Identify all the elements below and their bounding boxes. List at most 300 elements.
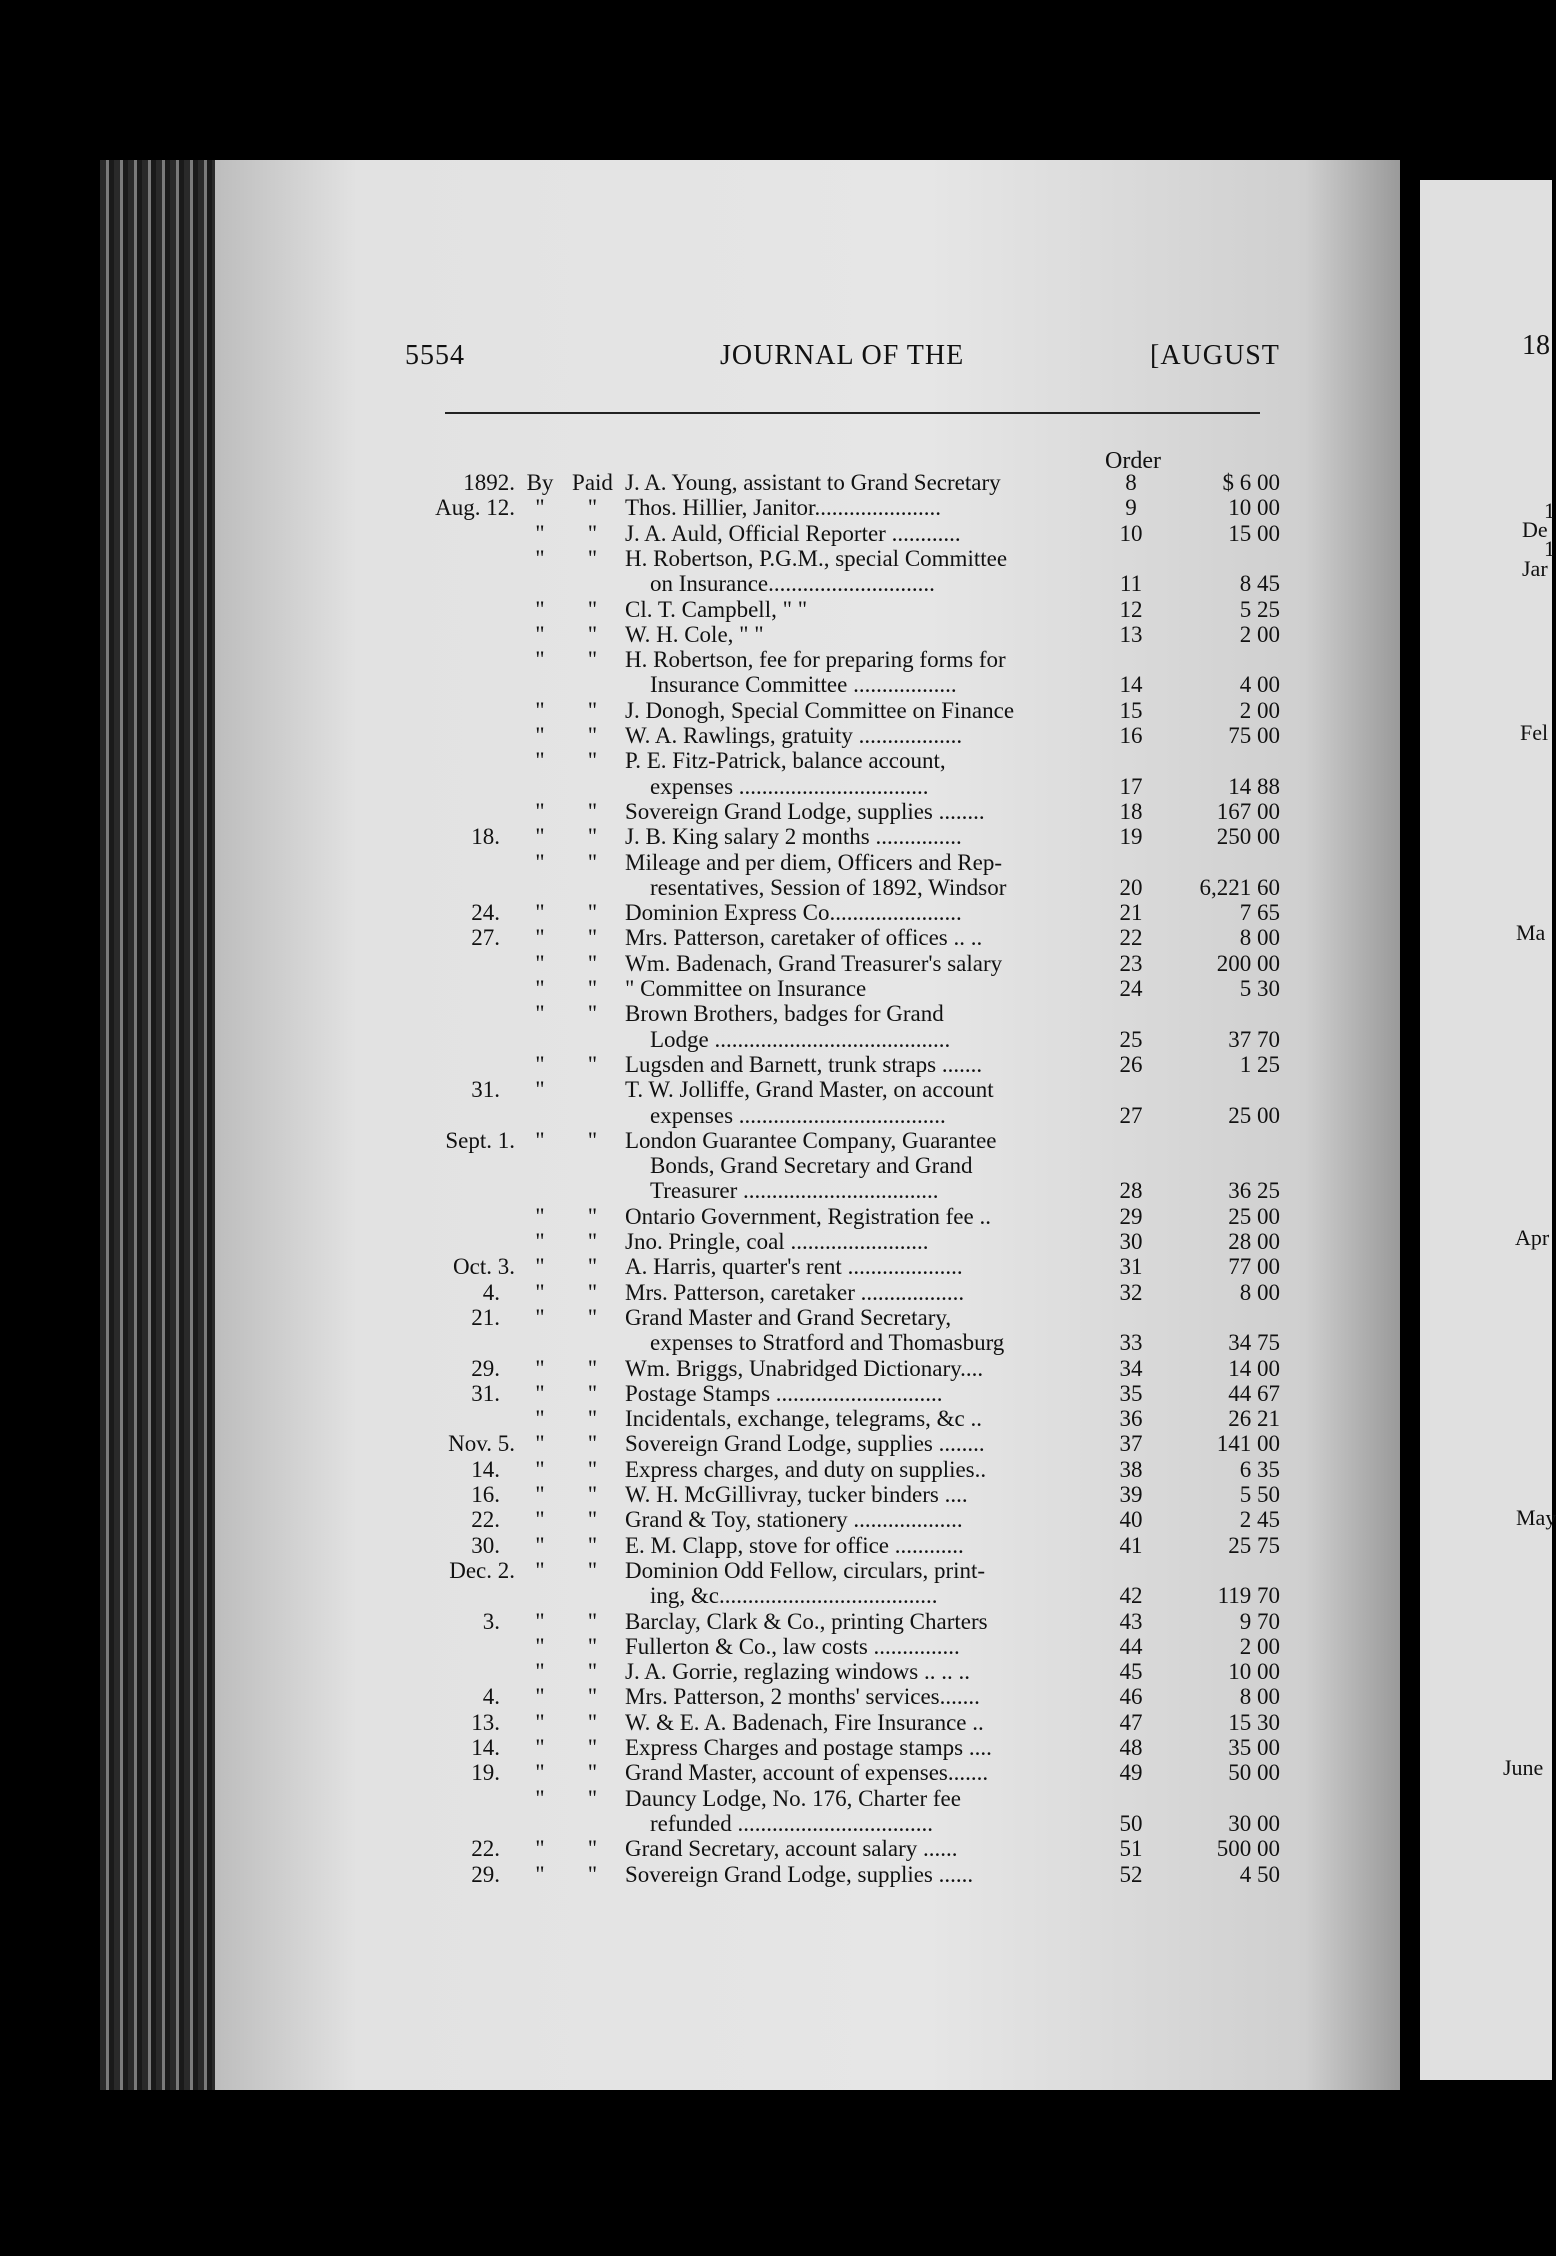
ledger-row <box>0 900 1400 925</box>
ledger-by: " <box>535 976 545 1001</box>
ledger-order-number: 30 <box>1119 1229 1143 1254</box>
page-number: 5554 <box>405 340 465 371</box>
ledger-row <box>0 976 1400 1001</box>
ledger-by: " <box>535 1659 545 1685</box>
ledger-description: Grand & Toy, stationery ................... <box>625 1507 963 1533</box>
ledger-by: " <box>535 1836 545 1862</box>
ledger-paid: " <box>587 925 598 951</box>
ledger-order-number: 40 <box>1119 1507 1143 1533</box>
ledger-description: Brown Brothers, badges for Grand <box>625 1001 944 1027</box>
ledger-description: expenses to Stratford and Thomasburg <box>650 1330 1005 1356</box>
ledger-row <box>0 1684 1400 1709</box>
ledger-description: Postage Stamps ............................. <box>625 1380 943 1406</box>
ledger-description: London Guarantee Company, Guarantee <box>625 1127 997 1153</box>
ledger-day: 3. <box>482 1608 500 1634</box>
facing-page-fragment: Apr <box>1515 1225 1550 1250</box>
ledger-order-number: 31 <box>1119 1254 1143 1280</box>
ledger-by: " <box>535 849 545 875</box>
ledger-date: Aug. 12. <box>435 495 515 521</box>
ledger-row <box>0 1507 1400 1532</box>
ledger-amount: 36 25 <box>1228 1178 1280 1204</box>
ledger-row <box>0 1153 1400 1178</box>
ledger-row <box>0 1811 1400 1836</box>
ledger-row <box>0 1609 1400 1634</box>
ledger-by: " <box>535 596 545 622</box>
ledger-order-number: 41 <box>1119 1532 1143 1558</box>
ledger-order-number: 20 <box>1119 874 1143 900</box>
ledger-paid: Paid <box>572 470 613 495</box>
ledger-paid: " <box>587 1254 598 1280</box>
ledger-order-number: 15 <box>1119 697 1143 723</box>
ledger-order-number: 34 <box>1119 1355 1143 1381</box>
ledger-row <box>0 571 1400 596</box>
ledger-by: " <box>535 1406 545 1432</box>
ledger-description: Express Charges and postage stamps .... <box>625 1735 992 1760</box>
ledger-description: Mrs. Patterson, 2 months' services....... <box>625 1684 980 1710</box>
ledger-description: Sovereign Grand Lodge, supplies ...... <box>625 1861 974 1887</box>
ledger-row <box>0 824 1400 849</box>
ledger-by: " <box>535 1760 545 1786</box>
ledger-by: " <box>535 1735 545 1760</box>
ledger-description: J. A. Young, assistant to Grand Secretary <box>625 470 1001 495</box>
ledger-amount: 500 00 <box>1216 1836 1280 1862</box>
ledger-row <box>0 748 1400 773</box>
ledger-order-number: 48 <box>1119 1735 1143 1760</box>
ledger-paid: " <box>587 1861 598 1887</box>
ledger-order-number: 47 <box>1119 1709 1143 1735</box>
ledger-amount: 25 00 <box>1228 1102 1280 1128</box>
ledger-description: Ontario Government, Registration fee .. <box>625 1203 991 1229</box>
ledger-amount: 75 00 <box>1228 723 1280 748</box>
ledger-description: refunded .................................. <box>650 1810 933 1836</box>
ledger-description: Grand Master and Grand Secretary, <box>625 1304 952 1330</box>
ledger-description: J. A. Auld, Official Reporter ............ <box>625 520 961 546</box>
header-rule <box>445 412 1260 414</box>
ledger-description: Insurance Committee .................. <box>650 672 957 698</box>
ledger-description: Wm. Briggs, Unabridged Dictionary.... <box>625 1355 984 1381</box>
ledger-description: " Committee on Insurance <box>625 976 867 1001</box>
ledger-by: " <box>535 1456 545 1482</box>
facing-page-fragment: Ma <box>1516 920 1546 945</box>
ledger-row <box>0 951 1400 976</box>
ledger-row <box>0 1128 1400 1153</box>
ledger-by: " <box>535 748 545 774</box>
ledger-paid: " <box>587 1760 598 1786</box>
ledger-amount: 4 50 <box>1239 1861 1280 1887</box>
ledger-description: A. Harris, quarter's rent .................... <box>625 1254 963 1280</box>
ledger-row <box>0 1735 1400 1760</box>
ledger-amount: 28 00 <box>1228 1229 1280 1254</box>
ledger-description: W. H. McGillivray, tucker binders .... <box>625 1482 968 1507</box>
ledger-row <box>0 1836 1400 1861</box>
ledger-day: 18. <box>471 824 500 850</box>
ledger-date: Dec. 2. <box>449 1557 515 1583</box>
ledger-amount: 26 21 <box>1228 1406 1280 1432</box>
ledger-amount: 15 30 <box>1228 1709 1280 1735</box>
ledger-row <box>0 597 1400 622</box>
ledger-row <box>0 1305 1400 1330</box>
ledger-row <box>0 1381 1400 1406</box>
order-column-header: Order <box>1105 448 1161 474</box>
ledger-by: " <box>535 824 545 850</box>
ledger-day: 30. <box>471 1532 500 1558</box>
ledger-row <box>0 1330 1400 1355</box>
ledger-amount: 50 00 <box>1228 1760 1280 1786</box>
ledger-amount: 4 00 <box>1239 672 1280 698</box>
ledger-row <box>0 1710 1400 1735</box>
ledger-amount: 37 70 <box>1228 1026 1280 1052</box>
ledger-description: T. W. Jolliffe, Grand Master, on account <box>625 1077 994 1103</box>
ledger-by: " <box>535 1304 545 1330</box>
ledger-paid: " <box>587 1051 598 1077</box>
ledger-day: 14. <box>471 1735 500 1760</box>
ledger-row <box>0 774 1400 799</box>
ledger-paid: " <box>587 1659 598 1685</box>
facing-page-fragment: Jar <box>1522 556 1548 581</box>
ledger-row <box>0 698 1400 723</box>
ledger-order-number: 8 <box>1125 470 1137 495</box>
ledger-order-number: 32 <box>1119 1279 1143 1305</box>
ledger-row <box>0 1178 1400 1203</box>
ledger-paid: " <box>587 976 598 1001</box>
ledger-row <box>0 1027 1400 1052</box>
ledger-description: Incidentals, exchange, telegrams, &c .. <box>625 1406 982 1432</box>
ledger-amount: 25 75 <box>1228 1532 1280 1558</box>
ledger-by: " <box>535 1380 545 1406</box>
ledger-paid: " <box>587 520 598 546</box>
ledger-row <box>0 799 1400 824</box>
ledger-paid: " <box>587 1304 598 1330</box>
ledger-day: 14. <box>471 1456 500 1482</box>
ledger-row <box>0 1229 1400 1254</box>
ledger-amount: 10 00 <box>1228 1659 1280 1685</box>
ledger-row <box>0 1406 1400 1431</box>
ledger-order-number: 11 <box>1119 571 1143 597</box>
ledger-row <box>0 495 1400 520</box>
ledger-by: " <box>535 1482 545 1507</box>
ledger-order-number: 33 <box>1119 1330 1143 1356</box>
ledger-row <box>0 1583 1400 1608</box>
ledger-order-number: 29 <box>1119 1203 1143 1229</box>
ledger-by: " <box>535 1785 545 1811</box>
ledger-paid: " <box>587 697 598 723</box>
ledger-by: " <box>535 798 545 824</box>
ledger-row <box>0 875 1400 900</box>
ledger-paid: " <box>587 748 598 774</box>
ledger-description: Fullerton & Co., law costs ............... <box>625 1633 960 1659</box>
ledger-day: 29. <box>471 1355 500 1381</box>
facing-page-fragment: 1 <box>1544 536 1555 561</box>
ledger-paid: " <box>587 1406 598 1432</box>
ledger-description: expenses .................................... <box>650 1102 946 1128</box>
ledger-order-number: 24 <box>1119 976 1143 1001</box>
ledger-year: 1892. <box>463 470 515 495</box>
ledger-description: Dominion Express Co....................... <box>625 900 962 926</box>
facing-page-fragment: De <box>1522 517 1548 542</box>
ledger-row <box>0 1001 1400 1026</box>
ledger-by: " <box>535 495 545 521</box>
ledger-description: Grand Secretary, account salary ...... <box>625 1836 958 1862</box>
ledger-description: H. Robertson, P.G.M., special Committee <box>625 545 1008 571</box>
ledger-order-number: 13 <box>1119 621 1143 647</box>
ledger-date: Sept. 1. <box>445 1127 515 1153</box>
ledger-row <box>0 470 1400 495</box>
ledger-order-number: 37 <box>1119 1431 1143 1457</box>
ledger-paid: " <box>587 900 598 926</box>
ledger-order-number: 36 <box>1119 1406 1143 1432</box>
ledger-amount: 7 65 <box>1239 900 1280 926</box>
ledger-amount: 2 00 <box>1239 1633 1280 1659</box>
ledger-order-number: 21 <box>1119 900 1143 926</box>
ledger-description: Mileage and per diem, Officers and Rep- <box>625 849 1003 875</box>
ledger-by: " <box>535 1557 545 1583</box>
ledger-paid: " <box>587 950 598 976</box>
ledger-description: Sovereign Grand Lodge, supplies ........ <box>625 798 985 824</box>
ledger-order-number: 38 <box>1119 1456 1143 1482</box>
ledger-order-number: 35 <box>1119 1380 1143 1406</box>
ledger-description: H. Robertson, fee for preparing forms for <box>625 647 1006 673</box>
ledger-description: Sovereign Grand Lodge, supplies ........ <box>625 1431 985 1457</box>
ledger-description: Treasurer .................................. <box>650 1178 939 1204</box>
ledger-amount: 167 00 <box>1216 798 1280 824</box>
ledger-description: P. E. Fitz-Patrick, balance account, <box>625 748 946 774</box>
ledger-order-number: 49 <box>1119 1760 1143 1786</box>
ledger-row <box>0 1052 1400 1077</box>
ledger-day: 24. <box>471 900 500 926</box>
ledger-by: " <box>535 545 545 571</box>
ledger-description: Mrs. Patterson, caretaker of offices .. .. <box>625 925 983 951</box>
ledger-day: 21. <box>471 1304 500 1330</box>
ledger-row <box>0 521 1400 546</box>
ledger-description: Express charges, and duty on supplies.. <box>625 1456 987 1482</box>
facing-page-number: 18 <box>1522 330 1550 361</box>
ledger-by: " <box>535 1203 545 1229</box>
facing-page-fragment: May <box>1516 1505 1556 1530</box>
ledger-paid: " <box>587 545 598 571</box>
ledger-order-number: 44 <box>1119 1633 1143 1659</box>
ledger-paid: " <box>587 1633 598 1659</box>
ledger-by: " <box>535 1229 545 1254</box>
ledger-order-number: 39 <box>1119 1482 1143 1507</box>
ledger-order-number: 27 <box>1119 1102 1143 1128</box>
ledger-row <box>0 1431 1400 1456</box>
ledger-amount: 200 00 <box>1216 950 1280 976</box>
ledger-by: " <box>535 1051 545 1077</box>
ledger-description: Jno. Pringle, coal ........................ <box>625 1229 929 1254</box>
facing-page-fragment: Fel <box>1520 720 1549 745</box>
ledger-order-number: 25 <box>1119 1026 1143 1052</box>
running-month: [AUGUST <box>1150 340 1280 371</box>
ledger-paid: " <box>587 1203 598 1229</box>
facing-page <box>1420 180 1556 2080</box>
ledger-by: " <box>535 697 545 723</box>
ledger-amount: 9 70 <box>1239 1608 1280 1634</box>
ledger-day: 13. <box>471 1709 500 1735</box>
ledger-by: " <box>535 520 545 546</box>
ledger-description: Lodge ......................................... <box>650 1026 951 1052</box>
ledger-description: W. A. Rawlings, gratuity .................. <box>625 723 963 748</box>
ledger-by: " <box>535 647 545 673</box>
ledger-order-number: 16 <box>1119 723 1143 748</box>
ledger-paid: " <box>587 1355 598 1381</box>
ledger-description: W. H. Cole, " " <box>625 621 764 647</box>
ledger-amount: 1 25 <box>1239 1051 1280 1077</box>
ledger-amount: 5 50 <box>1239 1482 1280 1507</box>
ledger-description: Mrs. Patterson, caretaker .................. <box>625 1279 965 1305</box>
ledger-paid: " <box>587 596 598 622</box>
ledger-amount: 15 00 <box>1228 520 1280 546</box>
ledger-description: Bonds, Grand Secretary and Grand <box>650 1153 973 1179</box>
ledger-row <box>0 723 1400 748</box>
ledger-order-number: 42 <box>1119 1583 1143 1609</box>
ledger-order-number: 26 <box>1119 1051 1143 1077</box>
ledger-description: ing, &c...................................... <box>650 1583 938 1609</box>
ledger-row <box>0 1760 1400 1785</box>
ledger-row <box>0 546 1400 571</box>
ledger-paid: " <box>587 723 598 748</box>
ledger-day: 31. <box>471 1077 500 1103</box>
ledger-description: Grand Master, account of expenses....... <box>625 1760 989 1786</box>
ledger-by: " <box>535 621 545 647</box>
ledger-paid: " <box>587 1557 598 1583</box>
ledger-by: " <box>535 1684 545 1710</box>
ledger-description: J. B. King salary 2 months ............... <box>625 824 962 850</box>
ledger-paid: " <box>587 1785 598 1811</box>
ledger-paid: " <box>587 1456 598 1482</box>
ledger-order-number: 28 <box>1119 1178 1143 1204</box>
ledger-description: Cl. T. Campbell, " " <box>625 596 808 622</box>
ledger-description: W. & E. A. Badenach, Fire Insurance .. <box>625 1709 984 1735</box>
ledger-row <box>0 1862 1400 1887</box>
ledger-description: Wm. Badenach, Grand Treasurer's salary <box>625 950 1003 976</box>
ledger-amount: 6 35 <box>1239 1456 1280 1482</box>
ledger-day: 4. <box>482 1684 500 1710</box>
ledger-by: " <box>535 1507 545 1533</box>
ledger-by: " <box>535 1633 545 1659</box>
ledger-order-number: 17 <box>1119 773 1143 799</box>
ledger-amount: 5 25 <box>1239 596 1280 622</box>
ledger-paid: " <box>587 1507 598 1533</box>
ledger-row <box>0 1786 1400 1811</box>
ledger-paid: " <box>587 849 598 875</box>
ledger-amount: 8 00 <box>1239 925 1280 951</box>
ledger-order-number: 43 <box>1119 1608 1143 1634</box>
ledger-day: 22. <box>471 1836 500 1862</box>
ledger-day: 16. <box>471 1482 500 1507</box>
ledger-amount: 2 45 <box>1239 1507 1280 1533</box>
ledger-row <box>0 647 1400 672</box>
ledger-row <box>0 1533 1400 1558</box>
ledger-description: on Insurance............................. <box>650 571 935 597</box>
ledger-by: " <box>535 1709 545 1735</box>
ledger-amount: 77 00 <box>1228 1254 1280 1280</box>
ledger-paid: " <box>587 1001 598 1027</box>
ledger-description: Dauncy Lodge, No. 176, Charter fee <box>625 1785 961 1811</box>
ledger-paid: " <box>587 1127 598 1153</box>
ledger-order-number: 12 <box>1119 596 1143 622</box>
ledger-row <box>0 1457 1400 1482</box>
ledger-by: " <box>535 1861 545 1887</box>
ledger-paid: " <box>587 824 598 850</box>
ledger-paid: " <box>587 1836 598 1862</box>
ledger-amount: 8 00 <box>1239 1279 1280 1305</box>
ledger-amount: 6,221 60 <box>1199 874 1280 900</box>
ledger-paid: " <box>587 1380 598 1406</box>
ledger-description: J. Donogh, Special Committee on Finance <box>625 697 1015 723</box>
ledger-amount: 35 00 <box>1228 1735 1280 1760</box>
ledger-description: J. A. Gorrie, reglazing windows .. .. .. <box>625 1659 970 1685</box>
ledger-amount: 2 00 <box>1239 697 1280 723</box>
ledger-by: " <box>535 1127 545 1153</box>
running-title: JOURNAL OF THE <box>720 340 965 371</box>
ledger-order-number: 46 <box>1119 1684 1143 1710</box>
ledger-paid: " <box>587 1735 598 1760</box>
ledger-row <box>0 672 1400 697</box>
ledger-order-number: 51 <box>1119 1836 1143 1862</box>
ledger-paid: " <box>587 495 598 521</box>
ledger-paid: " <box>587 798 598 824</box>
ledger-order-number: 45 <box>1119 1659 1143 1685</box>
ledger-row <box>0 1077 1400 1102</box>
facing-page-fragment: June <box>1503 1755 1544 1780</box>
ledger-amount: 44 67 <box>1228 1380 1280 1406</box>
ledger-amount: 141 00 <box>1216 1431 1280 1457</box>
ledger-by: " <box>535 1254 545 1280</box>
ledger-paid: " <box>587 1279 598 1305</box>
ledger-by: " <box>535 1077 545 1103</box>
ledger-by: " <box>535 1431 545 1457</box>
ledger-description: resentatives, Session of 1892, Windsor <box>650 874 1007 900</box>
ledger-row <box>0 1659 1400 1684</box>
ledger-row <box>0 1558 1400 1583</box>
ledger-amount: 2 00 <box>1239 621 1280 647</box>
ledger-date: Nov. 5. <box>448 1431 515 1457</box>
ledger-order-number: 18 <box>1119 798 1143 824</box>
ledger-description: expenses ................................. <box>650 773 929 799</box>
ledger-description: Thos. Hillier, Janitor...................... <box>625 495 941 521</box>
ledger-paid: " <box>587 1229 598 1254</box>
ledger-order-number: 19 <box>1119 824 1143 850</box>
ledger-by: " <box>535 1532 545 1558</box>
ledger-description: Barclay, Clark & Co., printing Charters <box>625 1608 988 1634</box>
ledger-day: 29. <box>471 1861 500 1887</box>
ledger-row <box>0 1482 1400 1507</box>
ledger-day: 4. <box>482 1279 500 1305</box>
facing-page-fragment: 1 <box>1544 498 1555 523</box>
ledger-description: Dominion Odd Fellow, circulars, print- <box>625 1557 986 1583</box>
ledger-order-number: 52 <box>1119 1861 1143 1887</box>
ledger-description: E. M. Clapp, stove for office ............ <box>625 1532 964 1558</box>
ledger-row <box>0 1356 1400 1381</box>
ledger-paid: " <box>587 1684 598 1710</box>
ledger-amount: 119 70 <box>1217 1583 1280 1609</box>
ledger-date: Oct. 3. <box>453 1254 515 1280</box>
ledger-order-number: 10 <box>1119 520 1143 546</box>
ledger-amount: 8 45 <box>1239 571 1280 597</box>
ledger-amount: 250 00 <box>1216 824 1280 850</box>
ledger-amount: 10 00 <box>1228 495 1280 521</box>
ledger-description: Lugsden and Barnett, trunk straps ....... <box>625 1051 983 1077</box>
ledger-by: " <box>535 950 545 976</box>
ledger-row <box>0 925 1400 950</box>
ledger-day: 27. <box>471 925 500 951</box>
ledger-amount: 5 30 <box>1239 976 1280 1001</box>
ledger-paid: " <box>587 647 598 673</box>
ledger-row <box>0 1254 1400 1279</box>
ledger-amount: 8 00 <box>1239 1684 1280 1710</box>
ledger-by: " <box>535 1279 545 1305</box>
ledger-paid: " <box>587 1482 598 1507</box>
